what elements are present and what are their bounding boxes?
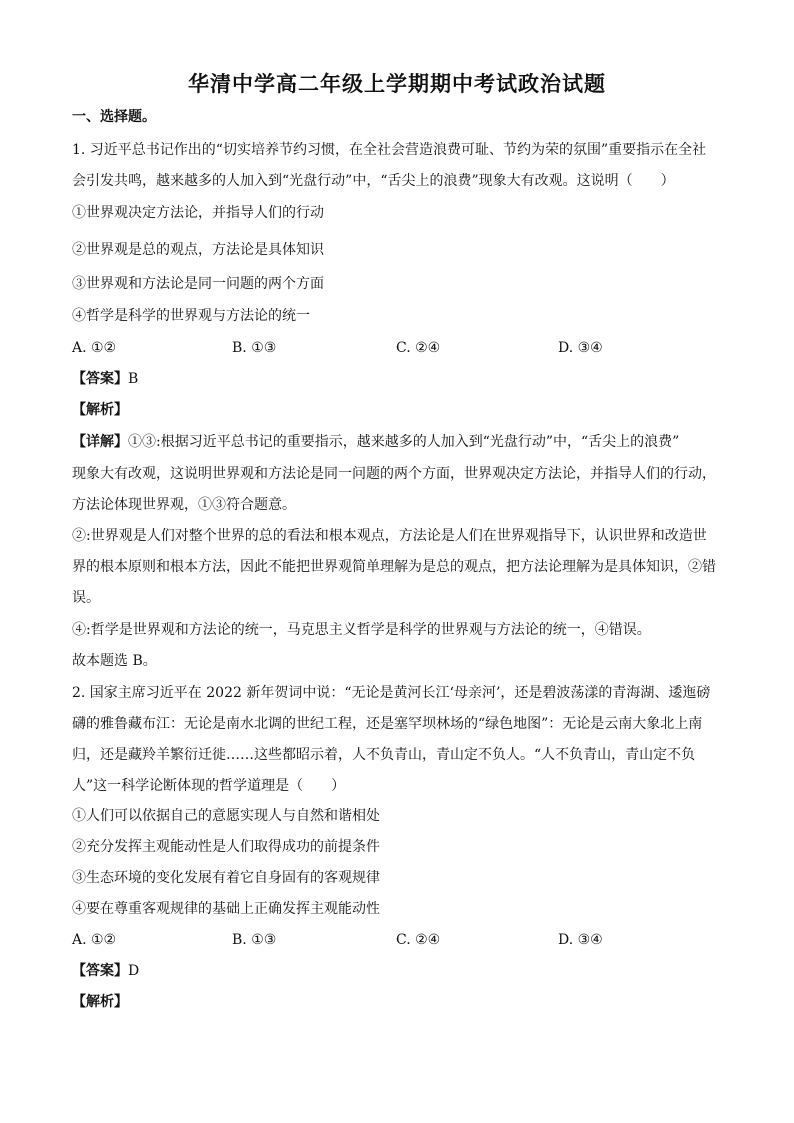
q1-choice-1: ①世界观决定方法论，并指导人们的行动 — [72, 205, 324, 221]
q2-answer — [72, 961, 732, 981]
q2-options — [72, 930, 732, 950]
q1-analysis-tag: 【解析】 — [72, 402, 128, 418]
q1-options — [72, 338, 732, 358]
q1-detail-line-2: 现象大有改观，这说明世界观和方法论是同一问题的两个方面，世界观决定方法论，并指导人们的行动， — [72, 466, 716, 482]
q2-stem-line-4: 人”这一科学论断体现的哲学道理是（ ） — [72, 778, 346, 794]
q1-detail-tag: 【详解】 — [72, 434, 128, 450]
q1-option-d: D. ③④ — [558, 340, 603, 356]
q1-stem-line-1: 1. 习近平总书记作出的“切实培养节约习惯，在全社会营造浪费可耻、节约为荣的氛围”重要指示在全社 — [72, 142, 707, 158]
q1-option-b: B. ①③ — [232, 340, 277, 356]
q1-detail-text-1: ①③:根据习近平总书记的重要指示，越来越多的人加入到“光盘行动”中，“舌尖上的浪费” — [128, 434, 680, 450]
q2-stem-line-1: 2. 国家主席习近平在 2022 新年贺词中说：“无论是黄河长江‘母亲河’，还是碧波荡漾的青海湖、逶迤磅 — [72, 685, 711, 701]
q2-stem-line-3: 归，还是藏羚羊繁衍迁徙……这些都昭示着，人不负青山，青山定不负人。“人不负青山，青山定不负 — [72, 747, 696, 763]
q2-answer-tag: 【答案】 — [72, 963, 128, 979]
q1-choice-2: ②世界观是总的观点，方法论是具体知识 — [72, 242, 324, 258]
q2-option-d: D. ③④ — [558, 932, 603, 948]
q1-option-a: A. ①② — [72, 340, 117, 356]
q1-choice-4: ④哲学是科学的世界观与方法论的统一 — [72, 308, 310, 324]
q1-detail-line-6: 误。 — [72, 590, 100, 606]
q1-detail-line-3: 方法论体现世界观，①③符合题意。 — [72, 497, 296, 513]
q1-choice-3: ③世界观和方法论是同一问题的两个方面 — [72, 276, 324, 292]
q1-stem-line-2: 会引发共鸣，越来越多的人加入到“光盘行动”中，“舌尖上的浪费”现象大有改观。这说明（ ） — [72, 173, 675, 189]
page-title: 华清中学高二年级上学期期中考试政治试题 — [188, 71, 606, 96]
q2-option-c: C. ②④ — [396, 932, 441, 948]
q2-answer-value: D — [128, 963, 140, 979]
q1-answer-value: B — [128, 371, 139, 387]
q1-answer — [72, 369, 732, 389]
q2-stem-line-2: 礴的雅鲁藏布江：无论是南水北调的世纪工程，还是塞罕坝林场的“绿色地图”：无论是云南大象北上南 — [72, 716, 703, 732]
q1-option-c: C. ②④ — [396, 340, 441, 356]
q2-choice-2: ②充分发挥主观能动性是人们取得成功的前提条件 — [72, 839, 380, 855]
q2-option-a: A. ①② — [72, 932, 117, 948]
q2-choice-4: ④要在尊重客观规律的基础上正确发挥主观能动性 — [72, 901, 380, 917]
q2-option-b: B. ①③ — [232, 932, 277, 948]
q2-choice-3: ③生态环境的变化发展有着它自身固有的客观规律 — [72, 870, 380, 886]
q1-answer-tag: 【答案】 — [72, 371, 128, 387]
q1-detail-line-8: 故本题选 B。 — [72, 653, 157, 669]
section-heading: 一、选择题。 — [72, 109, 156, 125]
q1-detail-line-1 — [72, 432, 732, 452]
q1-detail-line-4: ②:世界观是人们对整个世界的总的看法和根本观点，方法论是人们在世界观指导下，认识世界和改造世 — [72, 528, 707, 544]
q1-detail-line-5: 界的根本原则和根本方法，因此不能把世界观简单理解为是总的观点，把方法论理解为是具体知识，②错 — [72, 559, 716, 575]
q2-analysis-tag: 【解析】 — [72, 994, 128, 1010]
q2-choice-1: ①人们可以依据自己的意愿实现人与自然和谐相处 — [72, 808, 380, 824]
q1-detail-line-7: ④:哲学是世界观和方法论的统一，马克思主义哲学是科学的世界观与方法论的统一，④错误。 — [72, 622, 651, 638]
